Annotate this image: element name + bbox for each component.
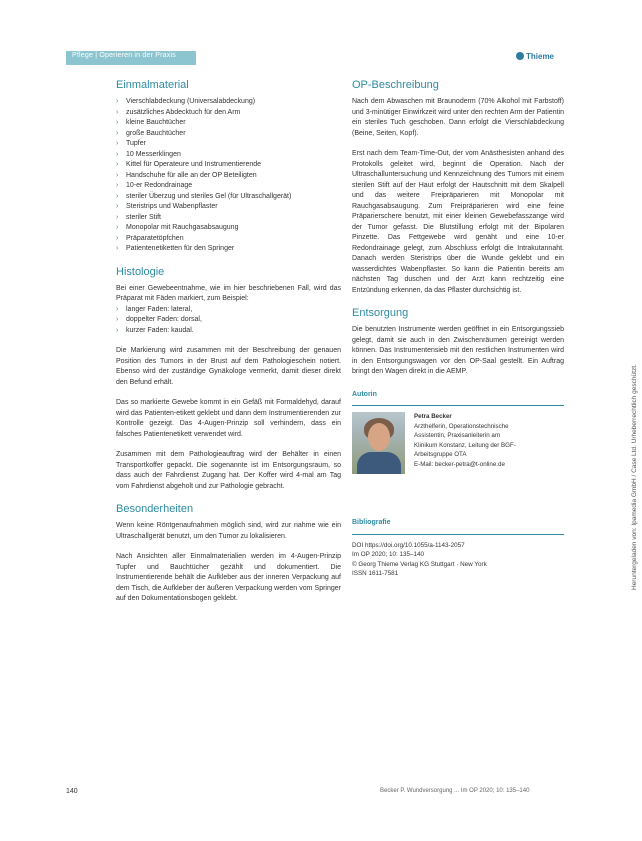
list-item: › 10 Messerklingen	[116, 150, 341, 161]
list-item: › große Bauchtücher	[116, 129, 341, 140]
author-line: Arbeitsgruppe OTA	[414, 451, 467, 458]
biblio-line: © Georg Thieme Verlag KG Stuttgart · New York	[352, 560, 487, 568]
besonderheiten-heading: Besonderheiten	[116, 503, 194, 515]
histologie-paragraph: Die Markierung wird zusammen mit der Beschreibung der genauen Position des Tumors in der Brust auf dem Pathologieschein notiert. Ebenso wird der zuständige Gynäkologe vermerkt, damit dieser direkt den Befund erhält.	[116, 347, 341, 386]
entsorgung-paragraph: Die benutzten Instrumente werden geöffnet in ein Entsorgungssieb gelegt, damit sie auch in den Zwischenräumen gereinigt werden können. Das Instrumentensieb mit den restlichen Instrumenten wird in den Entsorgungswagen vor den OP-Saal gestellt. Ein Auftrag bringt den Wagen direkt in die AEMP.	[352, 326, 564, 375]
right-column	[352, 78, 564, 579]
list-item: › doppelter Faden: dorsal,	[116, 315, 341, 326]
list-item: › Handschuhe für alle an der OP Beteiligten	[116, 171, 341, 182]
divider	[352, 534, 564, 535]
list-item: › Patientenetiketten für den Springer	[116, 244, 341, 255]
list-item: › 10-er Redondrainage	[116, 181, 341, 192]
op-paragraph: Erst nach dem Team-Time-Out, der vom Anästhesisten anhand des Protokolls geleitet wird, beginnt die Operation. Nach der Ultraschalluntersuchung und Kennzeichnung des Tumors mit einem sterilen Stift auf der Haut erfolgt der Hautschnitt mit dem Skalpell und das weitere Freipräparieren mit Monopolar mit Rauchgasabsaugung. Zum Freipräparieren wird eine feine Präparierschere benutzt, mit einer kleinen Gewebefasszange wird der Tumor gefasst. Die Blutstillung erfolgt mit der Bipolaren Pinzette. Das Fettgewebe wird genäht und eine 10-er Redondrainage gelegt, zum Abschluss erfolgt die Intrakutannaht. Danach werden Steristrips über die Wunde geklebt und ein wasserdichtes Wabenpflaster. So kann die Patientin bereits am nächsten Tag duschen und der Arzt kann rechtzeitig eine Entzündung erkennen, da das Pflaster durchsichtig ist.	[352, 150, 564, 294]
author-name: Petra Becker	[414, 413, 452, 420]
logo-icon	[516, 52, 524, 60]
author-info	[414, 412, 516, 474]
list-item: › langer Faden: lateral,	[116, 305, 341, 316]
page-number: 140	[66, 788, 78, 795]
list-item: › Monopolar mit Rauchgasabsaugung	[116, 223, 341, 234]
op-paragraph: Nach dem Abwaschen mit Braunoderm (70% Alkohol mit Farbstoff) und 3-minütiger Einwirkzeit wird unter den rechten Arm der Patientin ein steriles Tuch geschoben. Dann erfolgt die Vierschlabdeckung (Beine, Seiten, Kopf).	[352, 98, 564, 137]
histologie-heading: Histologie	[116, 265, 165, 278]
autorin-heading: Autorin	[352, 390, 377, 398]
op-heading: OP-Beschreibung	[352, 79, 439, 91]
histologie-intro: Bei einer Gewebeentnahme, wie im hier beschriebenen Fall, wird das Präparat mit Fäden markiert, zum Beispiel:	[116, 284, 341, 302]
author-line: Assistentin, Praxisanleiterin am	[414, 432, 500, 439]
publisher-logo	[516, 52, 554, 61]
list-item: › kurzer Faden: kaudal.	[116, 326, 341, 337]
list-item: › kleine Bauchtücher	[116, 118, 341, 129]
histologie-paragraph: Das so markierte Gewebe kommt in ein Gefäß mit Formaldehyd, darauf wird das Patienten-etikett geklebt und dann dem Instrumentierenden zur Kontrolle gezeigt. Das 4-Augen-Prinzip soll verhindern, dass ein falsches Patientenetikett verwendet wird.	[116, 399, 341, 438]
list-item: › Tupfer	[116, 139, 341, 150]
besonderheiten-paragraph: Nach Ansichten aller Einmalmaterialien werden im 4-Augen-Prinzip Tupfer und Bauchtücher gezählt und dokumentiert. Die Instrumentierende behält die Aufkleber aus der inneren Verpackung auf dem Tisch, die Aufkleber der äußeren Verpackung werden vom Springer auf den Dokumentationsbogen geklebt.	[116, 553, 341, 602]
author-line: Klinikum Konstanz, Leitung der BGF-	[414, 441, 516, 449]
list-item: › Kittel für Operateure und Instrumentierende	[116, 160, 341, 171]
bibliografie-heading: Bibliografie	[352, 519, 391, 526]
list-item: › steriler Überzug und steriles Gel (für Ultraschallgerät)	[116, 192, 341, 203]
footer-citation: Becker P. Wundversorgung ... Im OP 2020; 10: 135–140	[380, 788, 530, 794]
list-item: › steriler Stift	[116, 213, 341, 224]
list-item: › Präparatetöpfchen	[116, 234, 341, 245]
author-line: Arzthelferin, Operationstechnische	[414, 422, 509, 430]
material-heading: Einmalmaterial	[116, 79, 189, 91]
author-box	[352, 412, 564, 474]
doi-link[interactable]: DOI https://doi.org/10.1055/a-1143-2057	[352, 541, 465, 549]
biblio-line: Im OP 2020; 10: 135–140	[352, 551, 425, 558]
besonderheiten-paragraph: Wenn keine Röntgenaufnahmen möglich sind, wird zur nahme wie ein Ultraschallgerät benutzt, um den Tumor zu lokalisieren.	[116, 522, 341, 540]
download-note: Heruntergeladen von: Ipamedia GmbH / Case Ltd. Urheberrechtlich geschützt.	[631, 364, 638, 590]
material-list	[116, 97, 341, 255]
bibliography	[352, 541, 564, 579]
list-item: › Vierschlabdeckung (Universalabdeckung)	[116, 97, 341, 108]
list-item: › Steristrips und Wabenpflaster	[116, 202, 341, 213]
list-item: › zusätzliches Abdecktuch für den Arm	[116, 108, 341, 119]
section-label: Pflege | Operieren in der Praxis	[72, 52, 176, 59]
left-column	[116, 78, 341, 615]
author-photo	[352, 412, 405, 474]
author-email[interactable]: E-Mail: becker-petra@t-online.de	[414, 460, 505, 468]
logo-text: Thieme	[526, 52, 555, 61]
histologie-list	[116, 305, 341, 337]
entsorgung-heading: Entsorgung	[352, 307, 409, 319]
histologie-paragraph: Zusammen mit dem Pathologieauftrag wird der Behälter in einen Transportkoffer gepackt. Die sogenannte ist im Entsorgungsraum, so dass auch der Fahrdienst Zugang hat. Der Koffer wird 4-mal am Tag vom Fahrdienst abgeholt und zur Pathologie gebracht.	[116, 451, 341, 490]
biblio-line: ISSN 1611-7581	[352, 570, 399, 577]
divider	[352, 405, 564, 406]
